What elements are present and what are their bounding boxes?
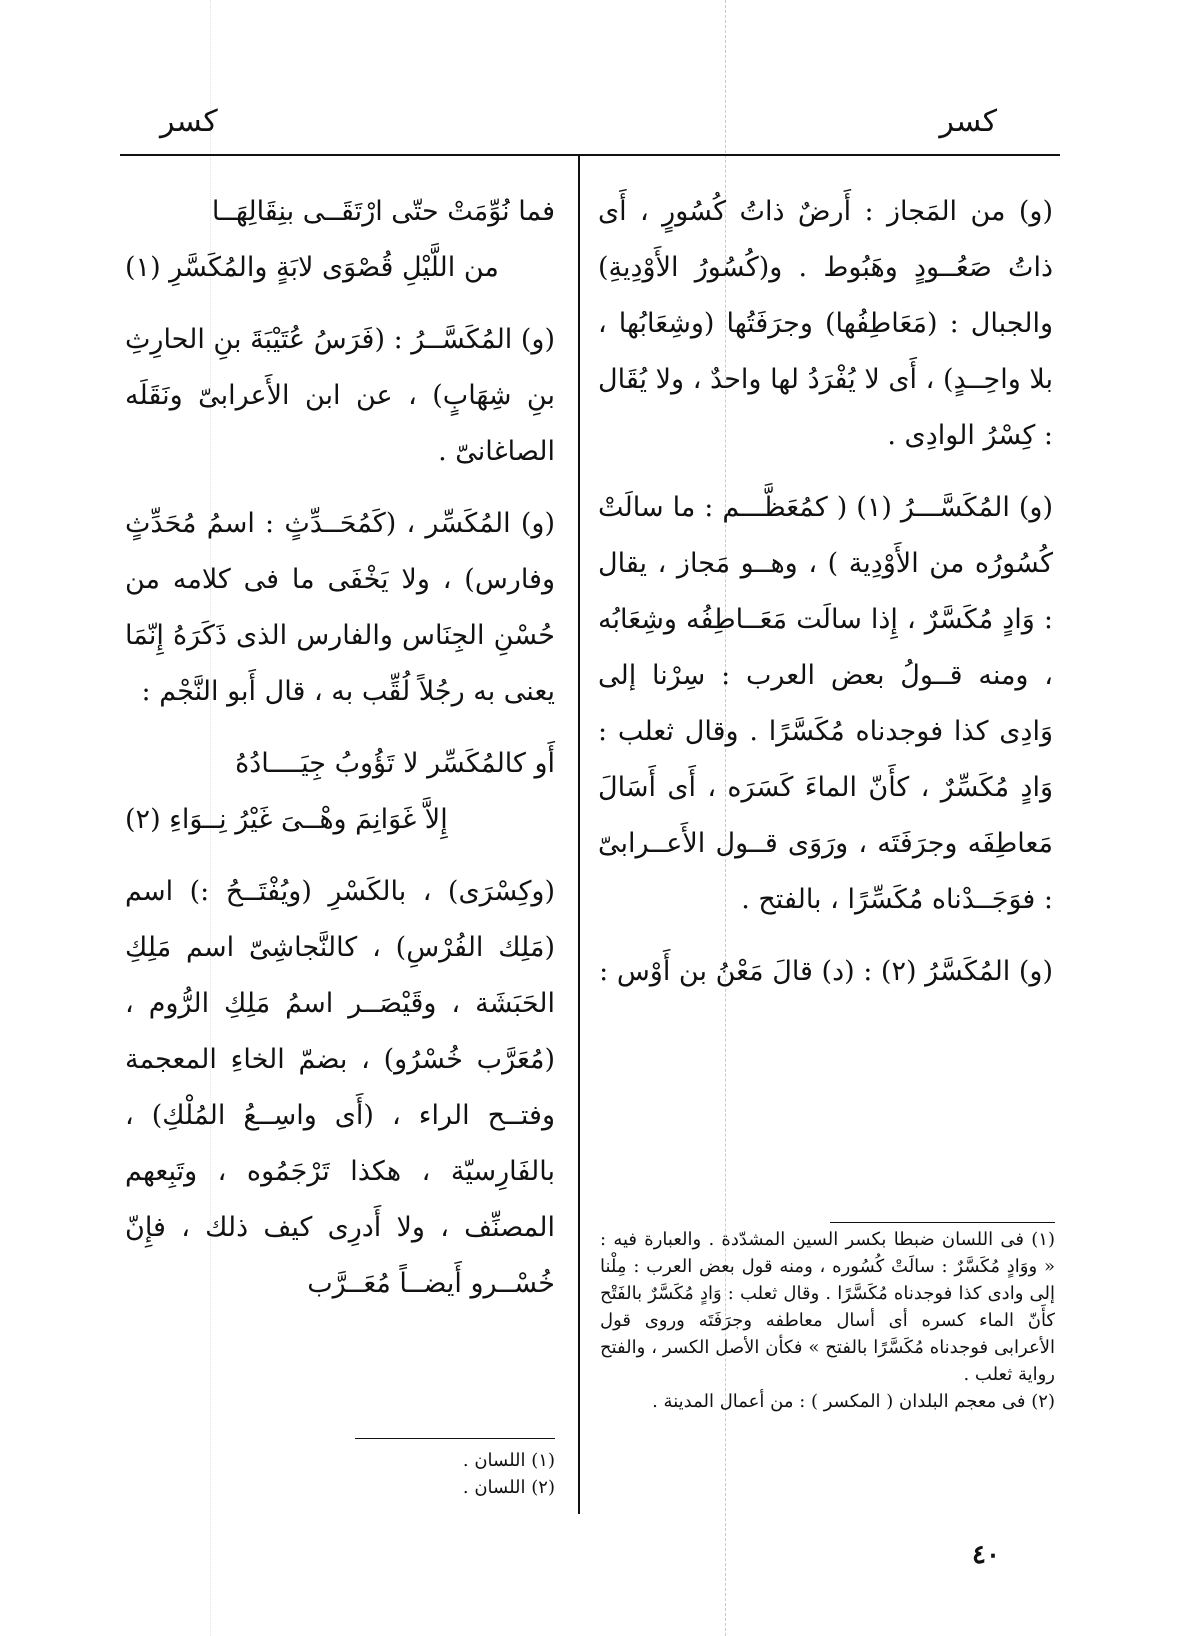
entry-paragraph: (و) المُكَسَّرُ (٢) : (د) قالَ مَعْنُ بن أَوْس : xyxy=(599,956,1053,987)
footnote: (٢) فى معجم البلدان ( المكسر ) : من أعمال المدينة . xyxy=(652,1391,1055,1412)
running-head-left: كسر xyxy=(160,104,218,139)
footnote-rule xyxy=(830,1222,1055,1223)
verse-hemistich: فما نُوِّمَتْ حتّى ارْتَقَــى بنِقَالِهَــا xyxy=(211,196,555,227)
verse-couplet xyxy=(125,736,555,848)
column-divider xyxy=(578,154,580,1514)
right-column xyxy=(598,184,1053,1016)
footnote: (٢) اللسان . xyxy=(462,1477,555,1498)
verse-hemistich: إِلاَّ غَوَانِمَ وهْــىَ غَيْرُ نِــوَاءِ (٢) xyxy=(125,804,448,835)
entry-paragraph: (و) المُكَسَّــرُ : (فَرَسُ عُتَيْبَةَ بنِ الحارِثِ بنِ شِهَابٍ) ، عن ابن الأَعرابىّ ونَقَلَه الصاغانىّ . xyxy=(125,324,555,467)
entry-paragraph: (وكِسْرَى) ، بالكَسْرِ (ويُفْتَــحُ :) اسم (مَلِك الفُرْسِ) ، كالنَّجاشِىّ اسم مَلِكِ الحَبَشَة ، وقَيْصَــر اسمُ مَلِكِ الرُّوم ، (مُعَرَّب خُسْرُو) ، بضمّ الخاءِ المعجمة وفتــح الراء ، (أَى واسِــعُ المُلْكِ) ، بالفَارِسيّة ، هكذا تَرْجَمُوه ، وتَبِعهم المصنِّف ، ولا أَدرِى كيف ذلك ، فإِنّ خُسْــرو أَيضــاً مُعَــرَّب xyxy=(125,876,555,1299)
footnote: (١) اللسان . xyxy=(462,1450,555,1471)
footnote: (١) فى اللسان ضبطا بكسر السين المشدّدة . والعبارة فيه : « ووَادٍ مُكَسَّرٌ : سالَتْ كُسُوره ، ومنه قول بعض العرب : مِلْنا إلى وادى كذا فوجدناه مُكَسَّرًا . وقال ثعلب : وَادٍ مُكَسَّرٌ بالفَتْح كأَنّ الماء كسره أى أسال معاطفه وجرَفَتَه وروى قول الأعرابى فوجدناه مُكَسَّرًا بالفتح » فكأن الأصل الكسر ، والفتح رواية ثعلب . xyxy=(600,1229,1055,1385)
footnotes-right xyxy=(600,1226,1055,1415)
verse-hemistich: أَو كالمُكَسِّر لا تَؤُوبُ جِيَــــادُهُ xyxy=(235,748,555,779)
footnotes-left xyxy=(360,1447,555,1501)
verse-hemistich: من اللَّيْلِ قُصْوَى لابَةٍ والمُكَسَّرِ (١) xyxy=(125,252,499,283)
entry-paragraph: (و) المُكَسِّر ، (كَمُحَــدِّثٍ : اسمُ مُحَدِّثٍ وفارس) ، ولا يَخْفَى ما فى كلامه من حُسْنِ الجِنَاس والفارس الذى ذَكَرَهُ إِنّمَا يعنى به رجُلاً لُقِّب به ، قال أَبو النَّجْم : xyxy=(125,508,555,707)
footnote-rule xyxy=(355,1438,555,1439)
page-number: ٤٠ xyxy=(972,1540,1000,1570)
header-rule xyxy=(120,154,1060,156)
entry-paragraph: (و) المُكَسَّـــرُ (١) ( كمُعَظَّـــم : ما سالَتْ كُسُورُه من الأَوْدِية ) ، وهــو مَجاز ، يقال : وَادٍ مُكَسَّرٌ ، إِذا سالَت مَعَــاطِفُه وشِعَابُه ، ومنه قــولُ بعض العرب : سِرْنا إلى وَادِى كذا فوجدناه مُكَسَّرًا . وقال ثعلب : وَادٍ مُكَسِّرٌ ، كأَنّ الماءَ كَسَرَه ، أَى أَسَالَ مَعاطِفَه وجرَفَتَه ، ورَوَى قــول الأَعــرابىّ : فوَجَــدْناه مُكَسِّرًا ، بالفتح . xyxy=(598,492,1053,915)
left-column xyxy=(125,184,555,1328)
entry-paragraph: (و) من المَجاز : أَرضٌ ذاتُ كُسُورٍ ، أَى ذاتُ صَعُــودٍ وهَبُوط . و(كُسُورُ الأَوْدِيةِ) والجبال : (مَعَاطِفُها) وجرَفَتُها (وشِعَابُها ، بلا واحِــدٍ) ، أَى لا يُفْرَدُ لها واحدٌ ، ولا يُقَال : كِسْرُ الوادِى . xyxy=(598,196,1053,451)
verse-couplet xyxy=(125,184,555,296)
running-head-right: كسر xyxy=(939,104,997,139)
